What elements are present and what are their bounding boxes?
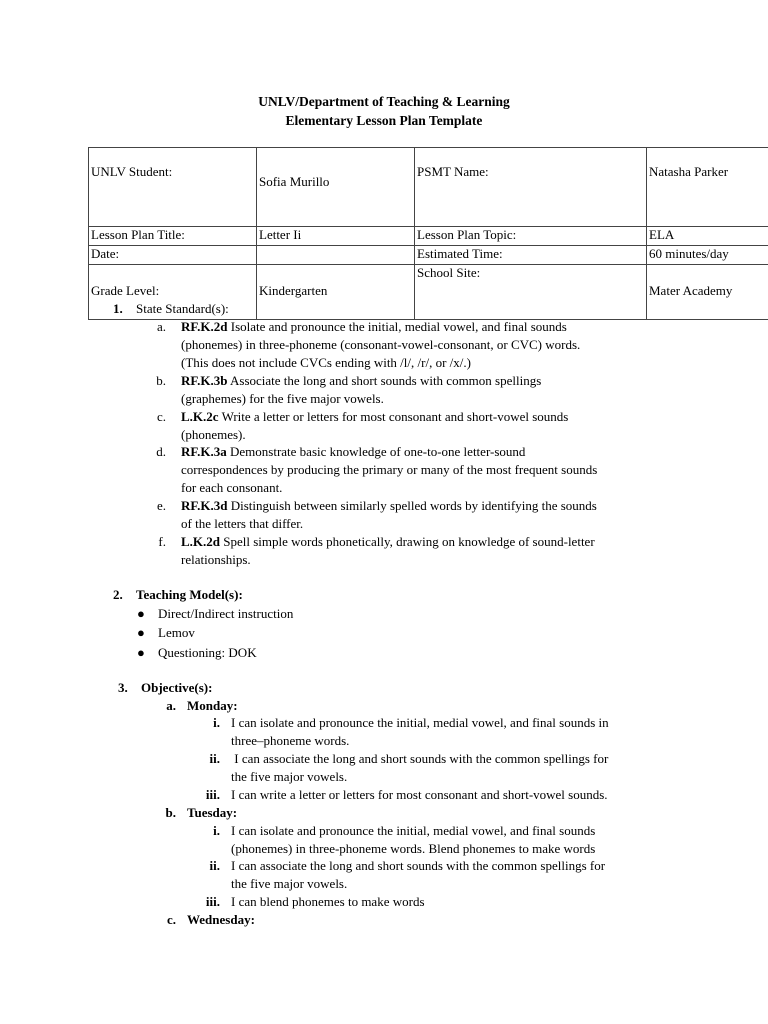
- list-marker: ii.: [209, 751, 220, 766]
- table-row: [89, 148, 768, 227]
- list-item-line: I can write a letter or letters for most consonant and short-vowel sounds.: [231, 787, 608, 802]
- list-item: Direct/Indirect instruction: [158, 606, 294, 621]
- table-row: [89, 227, 768, 246]
- site-value: Mater Academy: [647, 265, 768, 320]
- standard-code: RF.K.3a: [181, 444, 227, 459]
- standard-code: RF.K.3b: [181, 373, 228, 388]
- list-marker: a.: [156, 319, 166, 334]
- list-marker: c.: [156, 409, 166, 424]
- list-item-line: (This does not include CVCs ending with /l/, /r/, or /x/.): [181, 355, 471, 370]
- grade-label: Grade Level:: [89, 265, 257, 320]
- list-marker: d.: [156, 444, 166, 459]
- list-item-line: (phonemes) in three-phoneme (consonant-vowel-consonant, or CVC) words.: [181, 337, 581, 352]
- standard-code: RF.K.2d: [181, 319, 228, 334]
- standard-text: Spell simple words phonetically, drawing on knowledge of sound-letter: [220, 534, 595, 549]
- title-value: Letter Ii: [257, 227, 415, 246]
- standard-code: L.K.2d: [181, 534, 221, 549]
- standard-text: Isolate and pronounce the initial, medial vowel, and final sounds: [227, 319, 567, 334]
- list-marker: i.: [213, 715, 220, 730]
- list-item: [181, 443, 525, 461]
- grade-value: Kindergarten: [257, 265, 415, 320]
- list-marker: i.: [213, 823, 220, 838]
- site-label: School Site:: [415, 265, 647, 320]
- list-marker: b.: [156, 373, 166, 388]
- list-item: [181, 497, 597, 515]
- psmt-value: Natasha Parker: [647, 148, 768, 227]
- standard-code: L.K.2c: [181, 409, 219, 424]
- standard-text: Write a letter or letters for most consonant and short-vowel sounds: [218, 409, 569, 424]
- bullet-icon: ●: [137, 645, 145, 660]
- list-marker: iii.: [205, 787, 220, 802]
- section-heading: Teaching Model(s):: [136, 587, 243, 602]
- list-item-line: three–phoneme words.: [231, 733, 350, 748]
- day-marker: b.: [165, 805, 176, 820]
- list-item: [181, 408, 568, 426]
- standard-text: Distinguish between similarly spelled words by identifying the sounds: [227, 498, 597, 513]
- section-heading: State Standard(s):: [136, 301, 229, 316]
- list-item-line: I can isolate and pronounce the initial, medial vowel, and final sounds: [231, 823, 596, 838]
- date-value: [257, 246, 415, 265]
- section-number: 2.: [113, 587, 123, 602]
- list-marker: iii.: [205, 894, 220, 909]
- list-item: [181, 533, 595, 551]
- list-item: Lemov: [158, 625, 195, 640]
- list-item-line: I can blend phonemes to make words: [231, 894, 425, 909]
- topic-value: ELA: [647, 227, 768, 246]
- title-label: Lesson Plan Title:: [89, 227, 257, 246]
- list-item-line: I can associate the long and short sounds with the common spellings for: [231, 858, 606, 873]
- section-number: 1.: [113, 301, 123, 316]
- standard-text: Associate the long and short sounds with common spellings: [227, 373, 542, 388]
- section-number: 3.: [118, 680, 128, 695]
- day-marker: a.: [166, 698, 176, 713]
- time-label: Estimated Time:: [415, 246, 647, 265]
- time-value: 60 minutes/day: [647, 246, 768, 265]
- list-item-line: of the letters that differ.: [181, 516, 304, 531]
- document-subtitle: Elementary Lesson Plan Template: [285, 113, 483, 128]
- list-item-line: relationships.: [181, 552, 251, 567]
- bullet-icon: ●: [137, 625, 145, 640]
- list-item-line: (graphemes) for the five major vowels.: [181, 391, 384, 406]
- list-item-line: the five major vowels.: [231, 769, 348, 784]
- student-label: UNLV Student:: [89, 148, 257, 227]
- list-item-line: correspondences by producing the primary or many of the most frequent sounds: [181, 462, 598, 477]
- list-item: [181, 372, 541, 390]
- list-item-line: I can isolate and pronounce the initial, medial vowel, and final sounds in: [231, 715, 609, 730]
- bullet-icon: ●: [137, 606, 145, 621]
- list-item: Questioning: DOK: [158, 645, 257, 660]
- table-row: [89, 246, 768, 265]
- section-heading: Objective(s):: [141, 680, 213, 695]
- student-value: Sofia Murillo: [257, 148, 415, 227]
- topic-label: Lesson Plan Topic:: [415, 227, 647, 246]
- lesson-info-table: [88, 147, 768, 320]
- day-label: Wednesday:: [187, 912, 255, 927]
- list-marker: e.: [156, 498, 166, 513]
- day-marker: c.: [166, 912, 176, 927]
- document-title: UNLV/Department of Teaching & Learning: [258, 94, 510, 109]
- psmt-label: PSMT Name:: [415, 148, 647, 227]
- day-label: Monday:: [187, 698, 238, 713]
- date-label: Date:: [89, 246, 257, 265]
- list-item-line: I can associate the long and short sounds with the common spellings for: [231, 751, 609, 766]
- list-item-line: the five major vowels.: [231, 876, 348, 891]
- day-label: Tuesday:: [187, 805, 238, 820]
- list-item-line: (phonemes) in three-phoneme words. Blend phonemes to make words: [231, 841, 596, 856]
- list-item-line: (phonemes).: [181, 427, 246, 442]
- list-marker: ii.: [209, 858, 220, 873]
- list-item: [181, 318, 567, 336]
- list-item-line: for each consonant.: [181, 480, 283, 495]
- standard-text: Demonstrate basic knowledge of one-to-one letter-sound: [226, 444, 526, 459]
- standard-code: RF.K.3d: [181, 498, 228, 513]
- list-marker: f.: [158, 534, 166, 549]
